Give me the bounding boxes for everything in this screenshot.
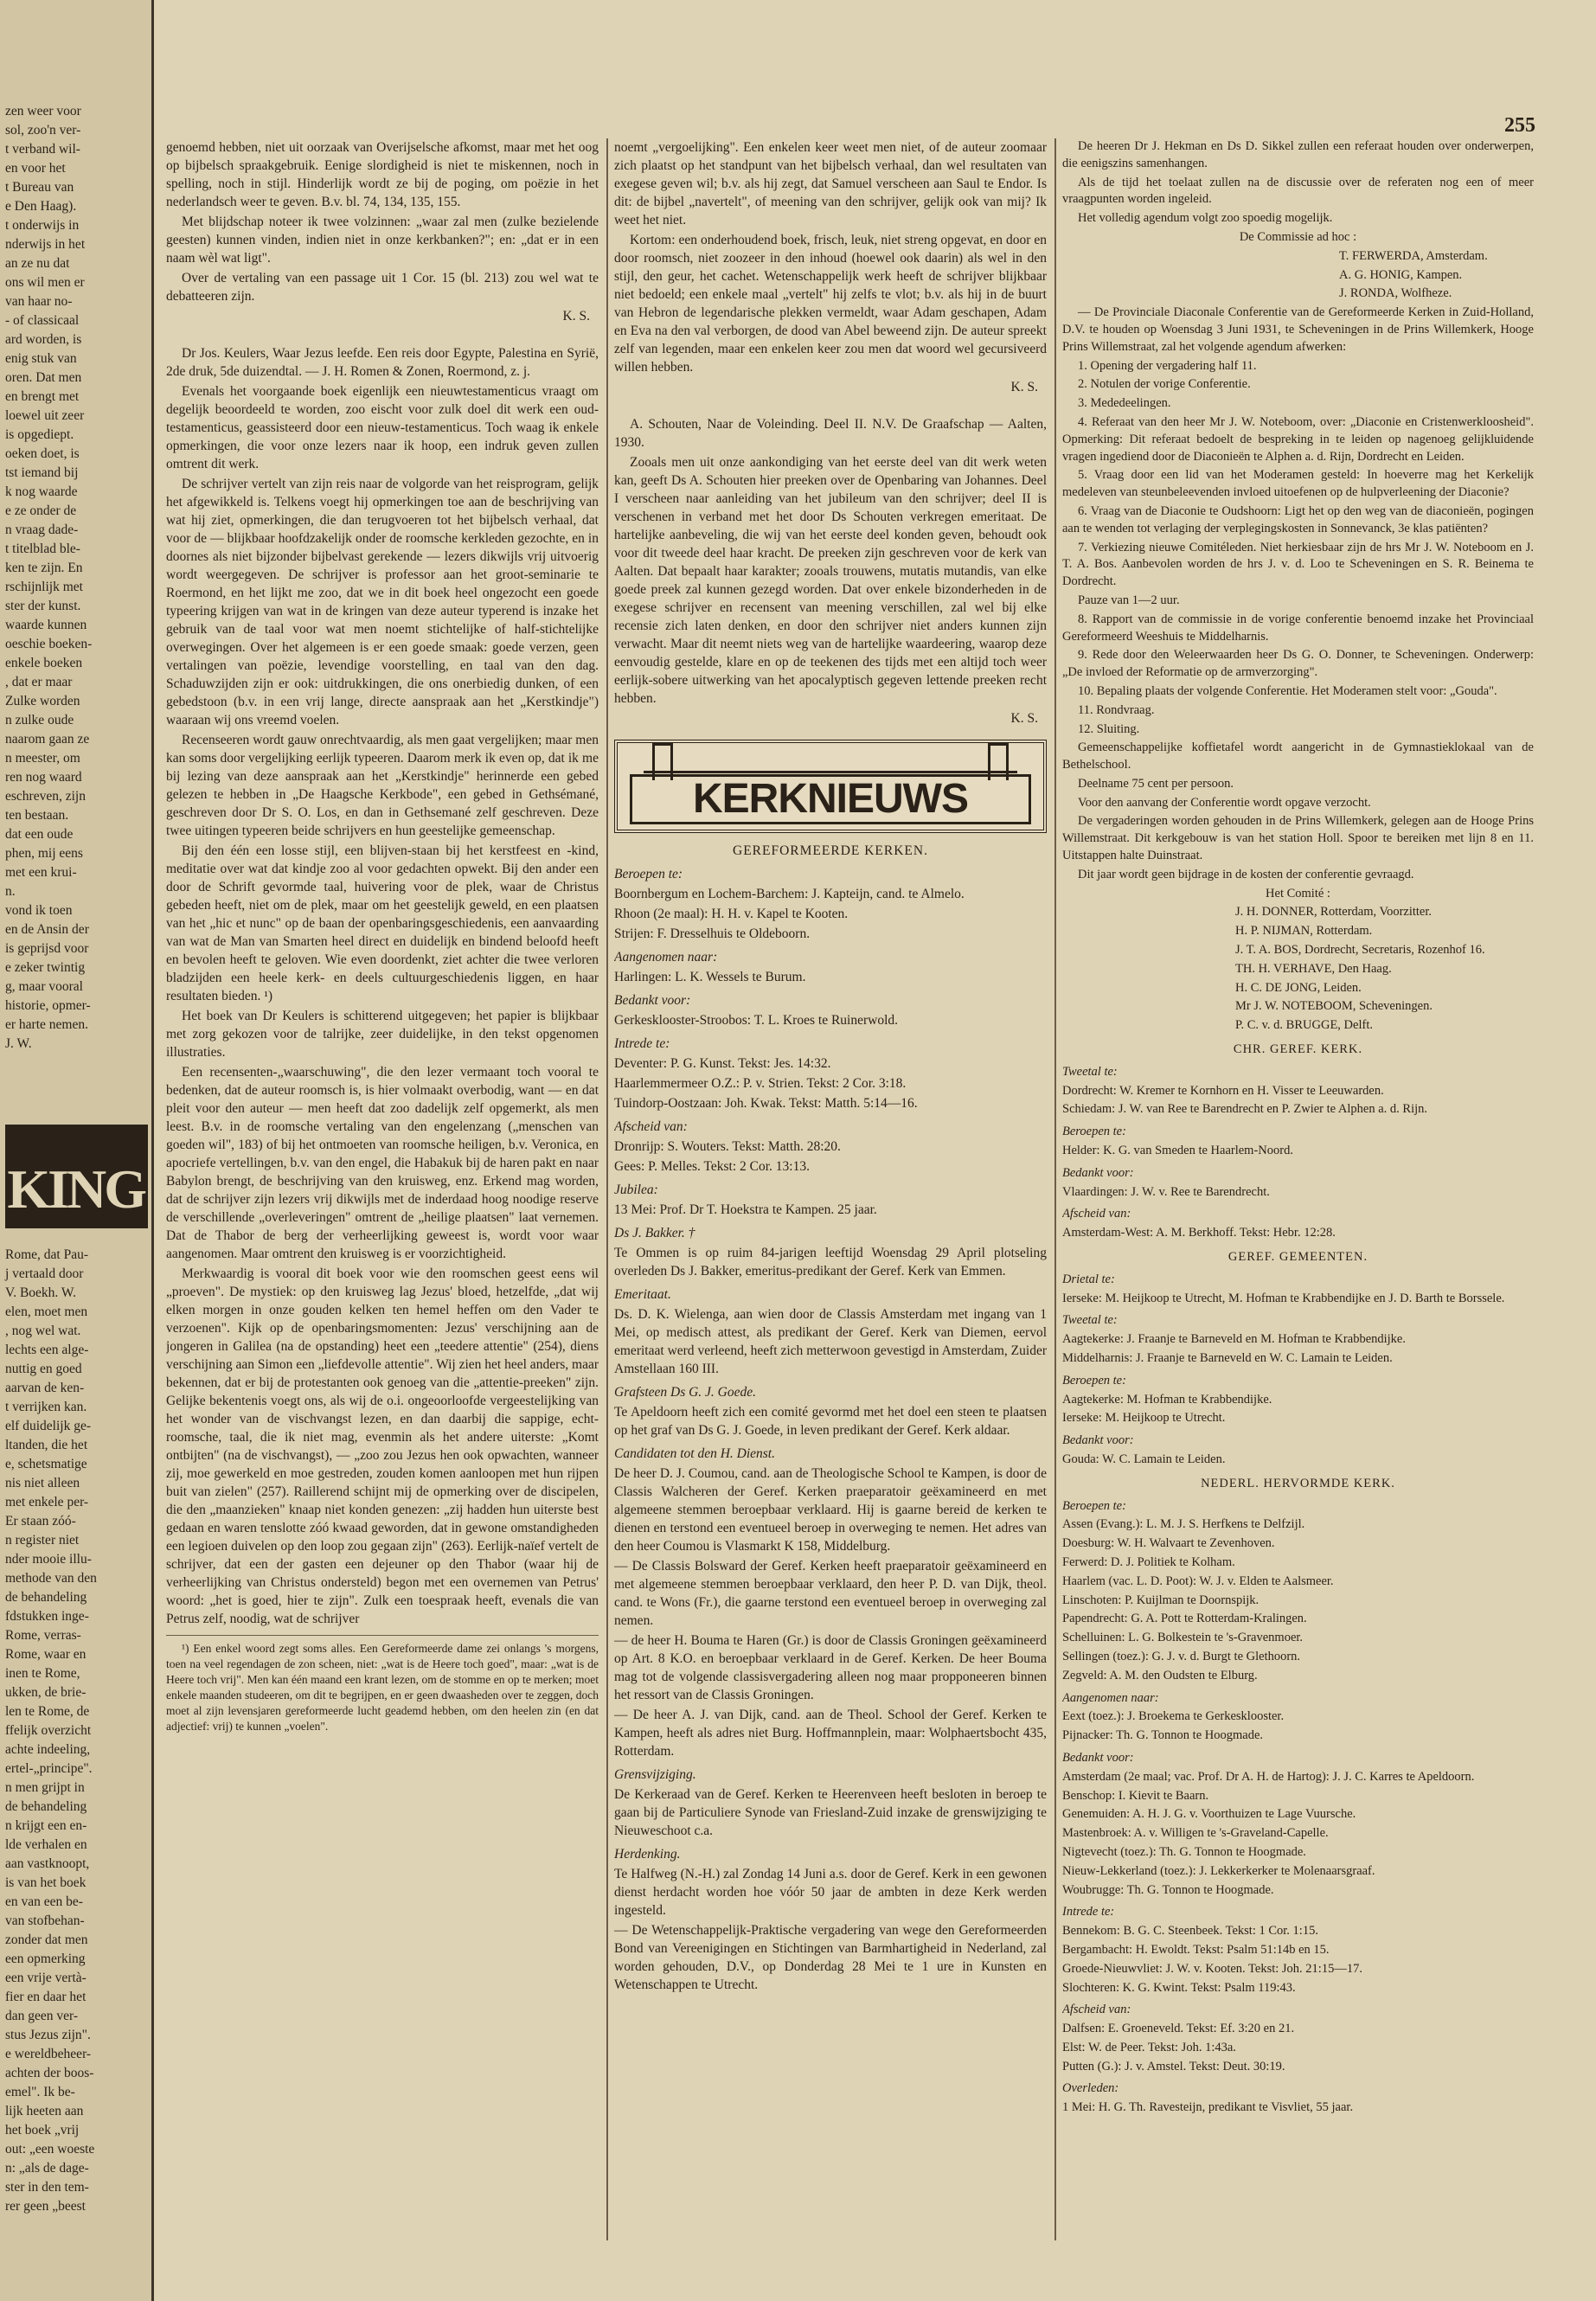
news-entry: Doesburg: W. H. Walvaart te Zevenhoven. [1062,1536,1275,1551]
prev-text-line: en voor het [5,161,66,176]
prev-text-line: an ze nu dat [5,256,70,271]
prev-text-line: historie, opmer- [5,998,91,1013]
page-number: 255 [1504,114,1535,137]
prev-text-line: aan vastknoopt, [5,1856,90,1871]
prev-page-banner [5,1125,148,1228]
prev-text-line: ons wil men er [5,275,85,290]
prev-text-line: ukken, de brie- [5,1685,87,1700]
news-entry: Nieuw-Lekkerland (toez.): J. Lekkerkerker te Molenaarsgraaf. [1062,1863,1375,1878]
news-section-title: Beroepen te: [1062,1498,1126,1513]
prev-text-line: enig stuk van [5,351,77,366]
paragraph: Met blijdschap noteer ik twee volzinnen: „waar zal men (zulke bezielende geesten) kunnen vinden, indien niet in onze kerkbanken?"; en: „dat er in een naam wèl wat ligt". [166,215,599,266]
news-entry: Vlaardingen: J. W. v. Ree te Barendrecht. [1062,1184,1270,1199]
prev-text-line: e ze onder de [5,503,77,518]
news-entry: Dronrijp: S. Wouters. Tekst: Matth. 28:20. [614,1139,841,1154]
prev-text-line: de behandeling [5,1590,87,1605]
prev-page-text-a [5,102,152,1054]
news-entry: Ferwerd: D. J. Politiek te Kolham. [1062,1554,1235,1569]
news-section-title: Beroepen te: [1062,1373,1126,1388]
comite-member: TH. H. VERHAVE, Den Haag. [1235,961,1392,976]
prev-page-text-b [5,1246,152,2216]
prev-text-line: en van een be- [5,1894,83,1909]
news-section-title: Afscheid van: [614,1119,688,1134]
agenda-item: 1. Opening der vergadering half 11. [1078,358,1257,373]
news-entry: Pijnacker: Th. G. Tonnon te Hoogmade. [1062,1728,1264,1743]
news-entry: Groede-Nieuwvliet: J. W. v. Kooten. Tekst: Joh. 21:15—17. [1062,1961,1362,1976]
news-entry: Dordrecht: W. Kremer te Kornhorn en H. Visser te Leeuwarden. [1062,1083,1384,1098]
prev-text-line: en de Ansin der [5,922,89,937]
prev-text-line: fdstukken inge- [5,1609,89,1624]
paragraph: Over de vertaling van een passage uit 1 Cor. 15 (bl. 213) zou wel wat te debatteeren zijn. [166,271,599,304]
news-entry: — De heer A. J. van Dijk, cand. aan de Theol. School der Geref. Kerken te Kampen, heeft als adres niet Burg. Hoffmannplein, maar: Wolphaertsbocht 435, Rotterdam. [614,1708,1047,1759]
prev-text-line: Rome, waar en [5,1647,87,1662]
news-entry: Bergambacht: H. Ewoldt. Tekst: Psalm 51:14b en 15. [1062,1942,1330,1957]
prev-text-line: e, schetsmatige [5,1457,87,1471]
news-entry: Gerkesklooster-Stroobos: T. L. Kroes te Ruinerwold. [614,1013,899,1028]
prev-text-line: achte indeeling, [5,1742,91,1757]
prev-text-line: n: „als de dage- [5,2161,89,2176]
prev-text-line: g, maar vooral [5,979,83,994]
prev-text-line: enkele boeken [5,656,83,670]
prev-text-line: een vrije vertà- [5,1971,87,1985]
prev-text-line: aarvan de ken- [5,1381,85,1395]
news-entry: Aagtekerke: J. Fraanje te Barneveld en M. Hofman te Krabbendijke. [1062,1332,1406,1347]
prev-text-line: met een krui- [5,865,77,880]
news-entry: — De Classis Bolsward der Geref. Kerken heeft praeparatoir geëxamineerd en met algemeene stemmen beroepbaar verklaard, den heer P. D. van Dijk, theol. cand. te Wons (Fr.), die gaarne terstond een eventueel beroep in overweging zal nemen. [614,1559,1047,1628]
paragraph: genoemd hebben, niet uit oorzaak van Overijselsche afkomst, maar met het oog op bijbelsch spraakgebruik. Eenige slordigheid is niet te miskennen, noch in spelling, noch in stijl. Hinderlijk wordt ze bij de poging, om poëzie in het nederlandsch weer te geven. B.v. bl. 74, 134, 135, 155. [166,140,599,209]
news-entry: Elst: W. de Peer. Tekst: Joh. 1:43a. [1062,2040,1236,2054]
news-section-title: Overleden: [1062,2081,1119,2096]
news-section-title: Ds J. Bakker. † [614,1226,695,1240]
prev-text-line: tst iemand bij [5,465,79,480]
comite-list [1062,904,1534,1035]
commissie-member: T. FERWERDA, Amsterdam. [1339,248,1488,263]
news-entry: Schiedam: J. W. van Ree te Barendrecht en P. Zwier te Alphen a. d. Rijn. [1062,1102,1428,1117]
prev-text-line: zen weer voor [5,104,81,119]
prev-text-line: n men grijpt in [5,1780,85,1795]
agenda-item: Pauze van 1—2 uur. [1078,593,1180,607]
prev-text-line: Rome, dat Pau- [5,1247,88,1262]
signature: K. S. [562,309,590,324]
column-1 [166,138,599,2249]
prev-text-line: naarom gaan ze [5,732,90,747]
prev-text-line: met enkele per- [5,1495,89,1509]
news-section-title: Bedankt voor: [1062,1750,1134,1765]
review-body [166,382,599,1628]
prev-text-line: n vraag dade- [5,522,79,537]
prev-text-line: ster in den tem- [5,2180,89,2195]
review-heading: Dr Jos. Keulers, Waar Jezus leefde. Een reis door Egypte, Palestina en Syrië, 2de druk, 5de duizendtal. — J. H. Romen & Zonen, Roermond, z. j. [166,346,599,379]
news-entry: Haarlemmermeer O.Z.: P. v. Strien. Tekst: 2 Cor. 3:18. [614,1076,907,1091]
prev-text-line: Rome, verras- [5,1628,81,1643]
column-rule [606,138,608,2240]
news-entry: Amsterdam (2e maal; vac. Prof. Dr A. H. de Hartog): J. J. C. Karres te Apeldoorn. [1062,1769,1475,1784]
paragraph: De vergaderingen worden gehouden in de Prins Willemkerk, gelegen aan de Hooge Prins Willemstraat. Dit kerkgebouw is van het station Holl. Spoor te bereiken met lijn 8 en 11. Uitstappen halte Duinstraat. [1062,814,1534,863]
section-heading: GEREFORMEERDE KERKEN. [733,843,928,858]
agenda-list [1062,358,1534,739]
news-entry: Bennekom: B. G. C. Steenbeek. Tekst: 1 Cor. 1:15. [1062,1924,1318,1939]
news-section-title: Tweetal te: [1062,1313,1118,1328]
news-entry: Slochteren: K. G. Kwint. Tekst: Psalm 119:43. [1062,1980,1296,1995]
church-news-list [1062,1272,1534,1469]
column-3 [1062,138,1534,2249]
news-entry: Middelharnis: J. Fraanje te Barneveld en W. C. Lamain te Leiden. [1062,1351,1393,1365]
news-section-title: Intrede te: [1062,1905,1115,1920]
commissie-title: De Commissie ad hoc : [1239,229,1357,244]
prev-text-line: e Den Haag). [5,199,77,214]
news-entry: Ierseke: M. Heijkoop te Utrecht. [1062,1411,1226,1426]
footnote: ¹) Een enkel woord zegt soms alles. Een Gereformeerde dame zei onlangs 's morgens, toen na veel regendagen de zon scheen, niet: „wat is de Heere toch goed", maar: „wat is de Heere toch vrij". Men kan één maand een krant lezen, om de stomme en op te merken; moet enkele maanden studeeren, om dit te begrijpen, en er geen dwaasheden over te zeggen, doch moet al zijn levensjaren gereformeerde lucht geademd hebben, om den heelen zin (en dat adjectief: vrij) te kunnen „voelen". [166,1635,599,1734]
news-section-title: Beroepen te: [1062,1125,1126,1139]
prev-text-line: achten der boos- [5,2066,94,2080]
prev-text-line: phen, mij eens [5,846,83,861]
prev-text-line: , dat er maar [5,675,73,689]
signature: K. S. [1010,380,1038,394]
prev-text-line: n meester, om [5,751,80,766]
prev-text-line: out: „een woeste [5,2142,95,2157]
prev-text-line: J. W. [5,1036,32,1051]
column-2 [614,138,1047,2249]
news-entry: Aagtekerke: M. Hofman te Krabbendijke. [1062,1392,1272,1407]
news-entry: Te Ommen is op ruim 84-jarigen leeftijd Woensdag 29 April plotseling overleden Ds J. Bakker, emeritus-predikant der Geref. Kerk van Emmen. [614,1246,1047,1279]
news-entry: Helder: K. G. van Smeden te Haarlem-Noord. [1062,1144,1293,1158]
news-section-title: Bedankt voor: [1062,1165,1134,1180]
paragraph: Een recensenten-„waarschuwing", die den lezer vermaant toch vooral te bedenken, dat de auteur roomsch is, is hier volmaakt overbodig, want — en dat pleit voor den auteur — men heeft dat zoo dadelijk zelf opgemerkt, als men leest. B.v. in de roomsche vertaling van den engelenzang („menschen van goeden wil", 183) of bij het ontmoeten van roomsche heiligen, b.v. Veronica, en apocriefe vertellingen, b.v. van den engel, die Habakuk bij de haren pakt en naar Babylon brengt, de beschrijving van den kruisweg, enz. Erkend mag worden, dat de schrijver zijn lezers vrij dikwijls met de inderdaad hoog noodige reserve de verschillende „overleveringen" omtrent de „heilige plaatsen" laat vernemen. Dat de Thabor de berg der verheerlijking geweest is, wordt voor waar aangenomen. Maar omtrent den kruisweg is er voorzichtigheid. [166,1065,599,1261]
news-section-title: Herdenking. [614,1847,681,1862]
news-entry: Putten (G.): J. v. Amstel. Tekst: Deut. 30:19. [1062,2059,1285,2073]
conferentie-notice: — De Provinciale Diaconale Conferentie van de Gereformeerde Kerken in Zuid-Holland, D.V. te houden op Woensdag 3 Juni 1931, te Scheveningen in de Prins Willemkerk, Hooge Prins Willemstraat, zal het volgende agendum afwerken: [1062,305,1534,354]
intro-notes [1062,138,1534,228]
prev-text-line: len te Rome, de [5,1704,90,1719]
paragraph: Gemeenschappelijke koffietafel wordt aangericht in de Gymnastieklokaal van de Bethelschool. [1062,740,1534,772]
prev-text-line: - of classicaal [5,313,80,328]
news-entry: Rhoon (2e maal): H. H. v. Kapel te Kooten. [614,907,849,921]
news-section-title: Emeritaat. [614,1287,671,1302]
news-entry: Te Halfweg (N.-H.) zal Zondag 14 Juni a.s. door de Geref. Kerk in een gewonen dienst herdacht worden hoe vóór 50 jaar de ambten in deze Kerk werden ingesteld. [614,1867,1047,1918]
prev-text-line: loewel uit zeer [5,408,85,423]
paragraph: De heeren Dr J. Hekman en Ds D. Sikkel zullen een referaat houden over onderwerpen, die eenigszins samenhangen. [1062,139,1534,170]
church-news-list [614,865,1047,1994]
news-entry: De Kerkeraad van de Geref. Kerken te Heerenveen heeft besloten in beroep te gaan bij de Particuliere Synode van Friesland-Zuid inzake de grenswijziging te Nieuweschoot c.a. [614,1787,1047,1838]
paragraph: De schrijver vertelt van zijn reis naar de volgorde van het reisprogram, gelijk het afgewikkeld is. Telkens voegt hij opmerkingen toe aan de beschrijving van wat hij ziet, opmerkingen, die dan terugvoeren tot het bijbelsch verhaal, dat voor de — blijkbaar hoofdzakelijk onder de roomsche kerkleden gezochte, en in doornes als niet bijzonder bijbelvast gerekende — lezers dikwijls vrij uitvoerig wordt weergegeven. De schrijver is professor aan het groot-seminarie te Roermond, en het lijkt me zoo, dat we in dit boek heel ongezocht een goede typeering krijgen van wat in de kringen van deze auteur typerend is inzake het gebruik van de taal voor wat men noemt stichtelijke of half-stichtelijke overwegingen. Over het algemeen is er een goede smaak: goede verzen, geen vertalingen van poëzie, levendige voorstelling, en taal van den dag. Schaduwzijden zijn er ook: uitdrukkingen, die ons onerbiedig dunken, of een gebedstoon (b.v. in een vrij lange, directe aanspraak aan het „Kerstkindje") waaraan wij ons vreemd voelen. [166,477,599,727]
section-heading: GEREF. GEMEENTEN. [1227,1250,1368,1265]
prev-text-line: waarde kunnen [5,618,87,632]
prev-text-line: stus Jezus zijn". [5,2028,91,2042]
main-page [156,0,1596,2301]
paragraph: Het boek van Dr Keulers is schitterend uitgegeven; het papier is blijkbaar met zorg gekozen voor de talrijke, zeer duidelijke, in den tekst opgenomen illustraties. [166,1009,599,1060]
news-entry: Amsterdam-West: A. M. Berkhoff. Tekst: Hebr. 12:28. [1062,1226,1336,1240]
prev-text-line: de behandeling [5,1799,87,1814]
kerknieuws-banner [614,740,1047,833]
agenda-item: 8. Rapport van de commissie in de vorige conferentie benoemd inzake het Provinciaal Gereformeerd Weeshuis te Middelharnis. [1062,612,1534,644]
prev-text-line: nis niet alleen [5,1476,80,1490]
section-heading: CHR. GEREF. KERK. [1233,1042,1363,1057]
agenda-item: 9. Rede door den Weleerwaarden heer Ds G. O. Donner, te Scheveningen. Onderwerp: „De invloed der Reformatie op de armverzorging". [1062,648,1534,680]
news-entry: 13 Mei: Prof. Dr T. Hoekstra te Kampen. 25 jaar. [614,1202,877,1217]
prev-text-line: vond ik toen [5,903,73,918]
prev-text-line: ertel-„principe". [5,1761,93,1776]
prev-banner-text: KING [7,1158,144,1220]
paragraph: Deelname 75 cent per persoon. [1078,776,1234,791]
news-section-title: Drietal te: [1062,1272,1115,1286]
review-heading: A. Schouten, Naar de Voleinding. Deel II. N.V. De Graafschap — Aalten, 1930. [614,417,1047,450]
church-roof-icon [644,748,1017,773]
prev-text-line: van haar no- [5,294,73,309]
paragraph: Als de tijd het toelaat zullen na de discussie over de referaten nog een of meer vraagpunten worden ingeleid. [1062,175,1534,207]
agenda-item: 12. Sluiting. [1078,721,1140,736]
news-entry: Schelluinen: L. G. Bolkestein te 's-Gravenmoer. [1062,1631,1304,1645]
prev-text-line: oeken doet, is [5,446,80,461]
prev-text-line: dat een oude [5,827,74,842]
news-entry: Assen (Evang.): L. M. J. S. Herfkens te Delfzijl. [1062,1517,1305,1532]
paragraph: Merkwaardig is vooral dit boek voor wie den roomschen geest eens wil „proeven". De mystiek: op den kruisweg lag Jezus' bloed, hetzelfde, „dat wij elken morgen in onze gouden kelken ten hemel heffen om den Vader te verzoenen". Kijk op de openbaringsmomenten: Jezus' verschijning aan de jongeren in Galilea (na de opstanding) heet een „teedere attentie" (254), diens verschijning aan Simon een „liefdevolle attentie". Wij zien het heel anders, maar bekennen, dat er bij de protestanten ook genoeg van die „attentie-preeken" zijn. Gelijke bekentenis voegt ons, als wij de o.i. ongeoorloofde vergeestelijking van het wonder van de vischvangst lezen, en dan daarbij die sappige, echt-roomsche, taal, die ik niet mag, evenmin als het andere uiterste: „Komt ontbijten" (na de vischvangst), — „zoo zou Jezus hen ook opwachten, wanneer zij, moe gewerkeld en moe gestreden, zouden komen aanloopen met hun rijpen buit van zielen" (257). Raillerend schijnt mij de opmerking over de discipelen, die den „maanzieken" knaap niet konden genezen: „zij hadden hun uiterste best gedaan en waren tenslotte zóó kwaad geworden, dat in gewone omstandigheden een legioen duivelen op den loop zou gegaan zijn" (263). Eerlijk-naïef vertelt de schrijver, dat een der gasten een dejeuner op den Thabor (waar hij de verheerlijking van Christus ondersteld) begon met een overnemen van Petrus' woord: „het is goed, hier te zijn". Zulk een toespraak heeft, evenals die van Petrus zelf, noodig, wat de schrijver [166,1266,599,1626]
comite-member: P. C. v. d. BRUGGE, Delft. [1235,1018,1373,1033]
agenda-item: 10. Bepaling plaats der volgende Conferentie. Het Moderamen stelt voor: „Gouda". [1078,683,1497,698]
prev-text-line: emel". Ik be- [5,2085,75,2099]
prev-text-line: e zeker twintig [5,960,86,975]
news-section-title: Bedankt voor: [1062,1433,1134,1448]
commissie-list [1062,248,1534,303]
news-entry: Zegveld: A. M. den Oudsten te Elburg. [1062,1668,1258,1682]
news-entry: Sellingen (toez.): G. J. v. d. Burgt te Glethoorn. [1062,1649,1301,1663]
comite-member: H. C. DE JONG, Leiden. [1235,980,1362,995]
news-entry: Haarlem (vac. L. D. Poot): W. J. v. Elden te Aalsmeer. [1062,1574,1334,1588]
prev-text-line: oeschie boeken- [5,637,93,651]
news-entry: Strijen: F. Dresselhuis te Oldeboorn. [614,926,811,941]
paragraph: Zooals men uit onze aankondiging van het eerste deel van dit werk weten kan, geeft Ds A. Schouten hier preeken over de Openbaring van Johannes. Deel I verscheen naar aanleiding van het jubileum van den schrijver; deel II is verschenen in verband met het door Ds Schouten verkregen emeritaat. De hartelijke aanbeveling, die wij van het eerste deel konden geven, behoudt ook voor dit tweede deel haar kracht. De preeken zijn geschreven voor de kerk van Aalten. Dat bepaalt haar karakter; zooals trouwens, mutatis mutandis, van elke goede preek zal kunnen gezegd worden. Dat over enkele bizonderheden in de exegese schrijver en recensent van meening verschillen, zal wel bij elke recensie zich laten denken, en door den schrijver niet anders kunnen zijn verwacht. Maar dit neemt niets weg van de hartelijke waardeering, waarop deze eenvoudig gestelde, klare en op de teekenen des tijds met een altijd toch weer eerlijk-sobere uitwerking van het apocalyptisch gegeven lettende preeken recht hebben. [614,455,1047,706]
news-entry: De heer D. J. Coumou, cand. aan de Theologische School te Kampen, is door de Classis Walcheren der Geref. Kerken praeparatoir geëxamineerd en met algemeene stemmen beroepbaar verklaard. Hij is gaarne bereid de kerken te dienen en terstond een eventueel beroep in overweging te nemen. Het adres van den heer Coumou is Vlasmarkt K 158, Middelburg. [614,1466,1047,1554]
prev-text-line: nder mooie illu- [5,1552,92,1567]
news-entry: Dalfsen: E. Groeneveld. Tekst: Ef. 3:20 en 21. [1062,2022,1295,2036]
comite-title: Het Comité : [1266,886,1330,901]
prev-text-line: inen te Rome, [5,1666,80,1681]
prev-text-line: is geprijsd voor [5,941,89,956]
paragraph: Het volledig agendum volgt zoo spoedig mogelijk. [1078,211,1333,226]
news-section-title: Aangenomen naar: [1062,1690,1159,1705]
prev-text-line: methode van den [5,1571,97,1586]
news-entry: — de heer H. Bouma te Haren (Gr.) is door de Classis Groningen geëxamineerd op Art. 8 K.O. en beroepbaar verklaard in de Geref. Kerken. De heer Bouma mag tot de volgende classisvergadering alleen nog maar propponeeren binnen het ressort van de Classis Groningen. [614,1633,1047,1702]
prev-text-line: j vertaald door [5,1266,84,1281]
prev-text-line: nderwijs in het [5,237,86,252]
prev-text-line: ltanden, die het [5,1438,88,1452]
prev-text-line: lechts een alge- [5,1343,89,1357]
prev-text-line: rer geen „beest [5,2199,86,2214]
news-entry: Harlingen: L. K. Wessels te Burum. [614,970,806,984]
prev-text-line: n krijgt een en- [5,1818,87,1833]
news-section-title: Tweetal te: [1062,1064,1118,1079]
news-section-title: Jubilea: [614,1183,658,1197]
prev-text-line: t Bureau van [5,180,74,195]
prev-text-line: n register niet [5,1533,80,1548]
prev-text-line: eschreven, zijn [5,789,86,804]
prev-text-line: lijk heeten aan [5,2104,84,2118]
agenda-item: 7. Verkiezing nieuwe Comitéleden. Niet herkiesbaar zijn de hrs Mr J. W. Noteboom en J. T. A. Bos. Aanbevolen worden de hrs J. v. d. Loo te Scheveningen en S. R. Beinema te Dordrecht. [1062,540,1534,589]
prev-text-line: is opgediept. [5,427,74,442]
church-news-list [1062,1064,1534,1242]
paragraph: Voor den aanvang der Conferentie wordt opgave verzocht. [1078,795,1371,810]
prev-text-line: fier en daar het [5,1990,87,2004]
prev-text-line: k nog waarde [5,484,78,499]
prev-text-line: ffelijk overzicht [5,1723,92,1738]
news-section-title: Grafsteen Ds G. J. Goede. [614,1385,757,1400]
news-entry: Tuindorp-Oostzaan: Joh. Kwak. Tekst: Matth. 5:14—16. [614,1096,918,1111]
news-entry: 1 Mei: H. G. Th. Ravesteijn, predikant te Visvliet, 55 jaar. [1062,2100,1354,2115]
prev-text-line: er harte nemen. [5,1017,88,1032]
prev-text-line: ren nog waard [5,770,82,785]
paragraph: Kortom: een onderhoudend boek, frisch, leuk, niet streng opgevat, en door en door roomsch, niet zoozeer in den inhoud (hoewel ook daarin) als wel in den stijl, den geur, het cachet. Wetenschappelijk werk heeft de schrijver blijkbaar niet bedoeld; een enkele maal „vertelt" hij zelfs te vlot; b.v. als hij in de buurt van Hebron de legendarische plekken vermeldt, waar Adam geschapen, Adam en Eva na den val verborgen, de dood van Abel beweend zijn. De auteur spreekt zelf van legenden, maar een enkelen keer zou men dat woord wel gecursiveerd willen hebben. [614,233,1047,375]
prev-text-line: en brengt met [5,389,80,404]
agenda-item: 3. Mededeelingen. [1078,396,1171,411]
commissie-member: A. G. HONIG, Kampen. [1339,267,1463,282]
prev-text-line: is van het boek [5,1875,87,1890]
prev-text-line: elen, moet men [5,1304,88,1319]
prev-text-line: het boek „vrij [5,2123,80,2138]
conferentie-extra [1062,740,1534,883]
news-entry: Gees: P. Melles. Tekst: 2 Cor. 13:13. [614,1159,810,1174]
prev-text-line: Zulke worden [5,694,80,708]
agenda-item: 6. Vraag van de Diaconie te Oudshoorn: Ligt het op den weg van de diaconieën, pogingen aan te wenden tot verlaging der verplegingskosten in Sonnevanck, 3e klas patiënten? [1062,503,1534,535]
news-entry: Linschoten: P. Kuijlman te Doornspijk. [1062,1593,1259,1607]
news-section-title: Intrede te: [614,1036,670,1051]
comite-member: Mr J. W. NOTEBOOM, Scheveningen. [1235,999,1433,1014]
news-entry: Papendrecht: G. A. Pott te Rotterdam-Kralingen. [1062,1612,1307,1626]
prev-text-line: oren. Dat men [5,370,82,385]
prev-text-line: n. [5,884,16,899]
news-section-title: Afscheid van: [1062,2003,1131,2017]
previous-page-edge [0,0,154,2301]
news-section-title: Aangenomen naar: [614,950,718,965]
prev-text-line: van stofbehan- [5,1913,85,1928]
section-heading: NEDERL. HERVORMDE KERK. [1201,1476,1395,1490]
prev-text-line: zonder dat men [5,1932,88,1947]
news-section-title: Grensvijziging. [614,1767,696,1782]
agenda-item: 4. Referaat van den heer Mr J. W. Noteboom, over: „Diaconie en Cristenwerkloosheid". Opmerking: Dit referaat bedoelt de bespreking in te leiden op nagenoeg gelijkluidende vragen ingediend door de Diaconieën te Alphen a. d. Rijn, Dordrecht en Leiden. [1062,414,1534,464]
prev-text-line: een opmerking [5,1952,86,1966]
prev-text-line: Er staan zóó- [5,1514,76,1529]
prev-text-line: ken te zijn. En [5,561,83,575]
agenda-item: 5. Vraag door een lid van het Moderamen gesteld: In hoeverre mag het Kerkelijk medeleven van steunbeleevenden invloed uitoefenen op de hulpverleening der Diaconie? [1062,468,1534,500]
column-rule [1054,138,1056,2240]
news-entry: Woubrugge: Th. G. Tonnon te Hoogmade. [1062,1882,1274,1897]
news-entry: Mastenbroek: A. v. Willigen te 's-Graveland-Capelle. [1062,1826,1329,1841]
news-entry: Gouda: W. C. Lamain te Leiden. [1062,1452,1226,1466]
prev-text-line: V. Boekh. W. [5,1285,76,1300]
news-entry: Ierseke: M. Heijkoop te Utrecht, M. Hofman te Krabbendijke en J. D. Barth te Borssele. [1062,1291,1505,1305]
prev-text-line: dan geen ver- [5,2009,79,2023]
news-section-title: Bedankt voor: [614,993,691,1008]
news-entry: Benschop: I. Kievit te Baarn. [1062,1788,1209,1803]
prev-text-line: ten bestaan. [5,808,69,823]
paragraph: noemt „vergoelijking". Een enkelen keer weet men niet, of de auteur zoomaar zich plaatst op het standpunt van het bijbelsch verhaal, dan wel resultaten van exegese geven wil; b.v. als hij zegt, dat Samuel verscheen aan Saul te Endor. Is dit: de bijbel „navertelt", of meening van den schrijver, gelijk ook van mij? Ik weet het niet. [614,140,1047,228]
prev-text-line: rschijnlijk met [5,580,83,594]
news-entry: Nigtevecht (toez.): Th. G. Tonnon te Hoogmade. [1062,1844,1306,1859]
news-entry: Ds. D. K. Wielenga, aan wien door de Classis Amsterdam met ingang van 1 Mei, op medisch attest, als predikant der Geref. Kerk van Diemen, eervol emeritaat werd verleend, heeft zich metterwoon gevestigd in Amsterdam, Zuider Amstellaan 160 III. [614,1307,1047,1376]
prev-text-line: t onderwijs in [5,218,80,233]
agenda-item: 2. Notulen der vorige Conferentie. [1078,377,1251,392]
comite-member: J. T. A. BOS, Dordrecht, Secretaris, Rozenhof 16. [1235,943,1485,958]
prev-text-line: lde verhalen en [5,1837,87,1852]
prev-text-line: t verband wil- [5,142,80,157]
signature: K. S. [1010,711,1038,726]
news-section-title: Candidaten tot den H. Dienst. [614,1446,775,1461]
news-section-title: Beroepen te: [614,867,683,881]
prev-text-line: t titelblad ble- [5,542,80,556]
news-entry: — De Wetenschappelijk-Praktische vergadering van wege den Gereformeerden Bond van Vereenigingen en Stichtingen van Barmhartigheid in Nederland, zal worden gehouden, D.V., op Donderdag 28 Mei te 1 ure in Kunsten en Wetenschappen te Utrecht. [614,1923,1047,1992]
prev-text-line: t verrijken kan. [5,1400,87,1414]
paragraph: Recenseeren wordt gauw onrechtvaardig, als men gaat vergelijken; maar men kan soms door vergelijking eerlijk typeeren. Daarom merk ik even op, dat ik me bij lezing van deze aanspraak aan het „Kerstkindje" herinnerde een gebed gelezen te hebben in „De Haagsche Kerkbode", een gebed in Gethsémané, geschreven door Dr S. O. Los, en dan in Gethsemané zelf geschreven. Deze twee uitingen typeeren beide schrijvers en hun geestelijke gemeenschap. [166,733,599,838]
paragraph: Evenals het voorgaande boek eigenlijk een nieuwtestamenticus vraagt om degelijk beoordeeld te worden, zoo eischt voor zulk doel dit werk een oud-testamenticus, geassisteerd door een nieuw-testamenticus. Toch waag ik enkele opmerkingen, die voor onze lezers naar ik hoop, een indruk geven zullen omtrent dit werk. [166,384,599,471]
kerknieuws-title: KERKNIEUWS [630,774,1031,824]
comite-member: H. P. NIJMAN, Rotterdam. [1235,924,1373,939]
prev-text-line: n zulke oude [5,713,74,727]
paragraph: Dit jaar wordt geen bijdrage in de kosten der conferentie gevraagd. [1078,867,1414,881]
comite-member: J. H. DONNER, Rotterdam, Voorzitter. [1235,905,1433,920]
prev-text-line: , nog wel wat. [5,1324,81,1338]
prev-text-line: e wereldbeheer- [5,2047,92,2061]
church-groups [1062,1042,1534,2117]
news-entry: Eext (toez.): J. Broekema te Gerkesklooster. [1062,1709,1285,1724]
news-entry: Te Apeldoorn heeft zich een comité gevormd met het doel een steen te plaatsen op het graf van Ds G. J. Goede, in leven predikant der Geref. Kerk aldaar. [614,1405,1047,1438]
prev-text-line: elf duidelijk ge- [5,1419,91,1433]
agenda-item: 11. Rondvraag. [1078,702,1155,717]
news-section-title: Afscheid van: [1062,1207,1131,1221]
news-entry: Boornbergum en Lochem-Barchem: J. Kapteijn, cand. te Almelo. [614,887,965,901]
news-entry: Genemuiden: A. H. J. G. v. Voorthuizen te Lage Vuursche. [1062,1807,1356,1822]
prev-text-line: nuttig en goed [5,1362,82,1376]
commissie-member: J. RONDA, Wolfheze. [1339,286,1452,301]
paragraph: Bij den één een losse stijl, een blijven-staan bij het kerstfeest en -kind, meditatie over wat dat kindje zoo al voor gedachten opwekt. Bij den ander een door de Schrift gevormde taal, huivering voor de plek, waar de Christus gebeden heeft, niet om de plek, maar om het geestelijk geweld, en een plaatsen van het „hic et nunc" op de baan der openbaringsgeschiedenis, een aanvaarding van wat de Man van Smarten heel direct en duidelijk en bindend beloofd heeft en bevolen heeft te geloven. Wie even doordenkt, ziet achter die twee verloren bladzijden een heele kerk- en deels cultuurgeschiedenis liggen, en haar resultaten bieden. ¹) [166,843,599,1003]
church-news-list [1062,1498,1534,2118]
prev-text-line: ster der kunst. [5,599,81,613]
prev-text-line: ard worden, is [5,332,82,347]
news-entry: Deventer: P. G. Kunst. Tekst: Jes. 14:32. [614,1056,831,1071]
prev-text-line: sol, zoo'n ver- [5,123,81,138]
